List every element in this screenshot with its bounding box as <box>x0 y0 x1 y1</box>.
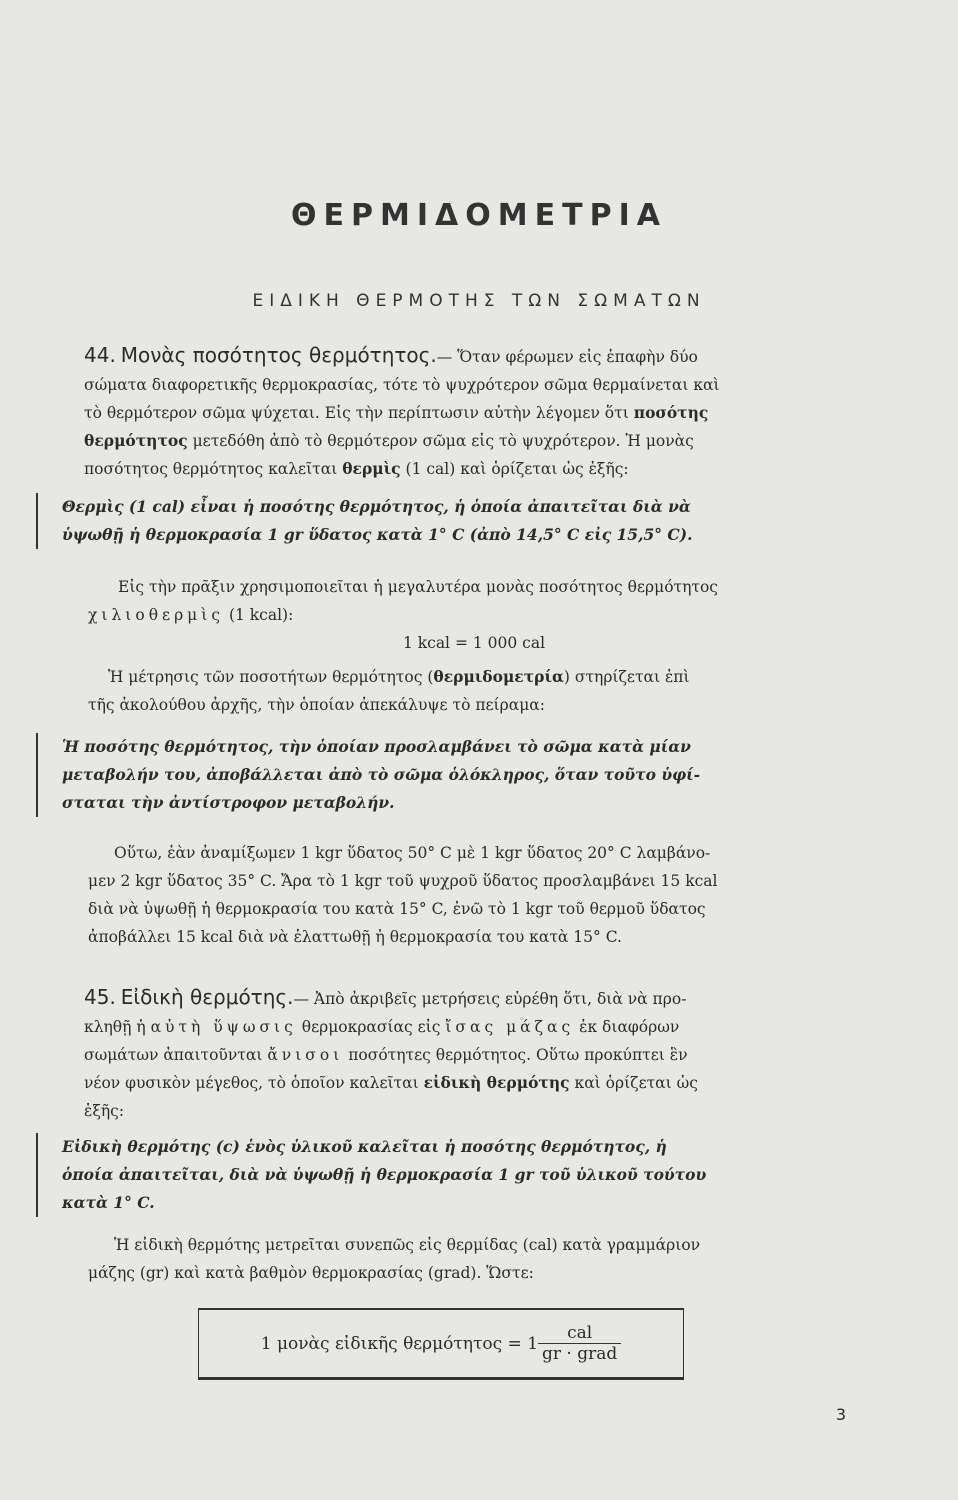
formula-fraction <box>538 1323 621 1364</box>
section-heading: Μονὰς ποσότητος θερμότητος. <box>120 343 437 367</box>
formula-numerator: cal <box>538 1323 621 1344</box>
kcal-equation: 1 kcal = 1 000 cal <box>402 634 546 652</box>
paragraph-calorimetry: Ἡ μέτρησις τῶν ποσοτήτων θερμότητος (θερμιδομετρία) στηρίζεται ἐπὶ τῆς ἀκολούθου ἀρχῆς, τὴν ὁποίαν ἀπεκάλυψε τὸ πείραμα: <box>88 667 690 714</box>
paragraph-example: Οὕτω, ἐὰν ἀναμίξωμεν 1 kgr ὕδατος 50° C μὲ 1 kgr ὕδατος 20° C λαμβάνο- μεν 2 kgr ὕδατος 35° C. Ἄρα τὸ 1 kgr τοῦ ψυχροῦ ὕδατος προσλαμβάνει 15 kcal διὰ νὰ ὑψωθῇ ἡ θερμοκρασία του κατὰ 15° C, ἐνῶ τὸ 1 kgr τοῦ θερμοῦ ὕδατος ἀποβάλλει 15 kcal διὰ νὰ ἐλαττωθῇ ἡ θερμοκρασία του κατὰ 15° C. <box>88 844 718 946</box>
page-title: ΘΕΡΜΙΔΟΜΕΤΡΙΑ <box>291 198 667 233</box>
section-number: 45. <box>84 985 116 1009</box>
formula-box <box>198 1308 684 1380</box>
section-number: 44. <box>84 343 116 367</box>
formula-lhs: 1 μονὰς εἰδικῆς θερμότητος = 1 <box>260 1333 539 1354</box>
page-number: 3 <box>835 1405 846 1424</box>
section-45: 45. Εἰδικὴ θερμότης.— Ἀπὸ ἀκριβεῖς μετρήσεις εὑρέθη ὅτι, διὰ νὰ προ- κληθῇ ἡ αὐτὴ ὕψωσις θερμοκρασίας εἰς ἴσας μάζας ἐκ διαφόρων σωμάτων ἀπαιτοῦνται ἄνισοι ποσότητες θερμότητος. Οὕτω προκύπτει ἓν νέον φυσικὸν μέγεθος, τὸ ὁποῖον καλεῖται εἰδικὴ θερμότης καὶ ὁρίζεται ὡς ἑξῆς: <box>84 985 698 1120</box>
formula-denominator: gr · grad <box>542 1344 618 1364</box>
definition-calorie: Θερμὶς (1 cal) εἶναι ἡ ποσότης θερμότητος, ἡ ὁποία ἀπαιτεῖται διὰ νὰ ὑψωθῇ ἡ θερμοκρασία 1 gr ὕδατος κατὰ 1° C (ἀπὸ 14,5° C εἰς 15,5° C). <box>36 493 902 549</box>
section-44: 44. Μονὰς ποσότητος θερμότητος.— Ὅταν φέρωμεν εἰς ἐπαφὴν δύο σώματα διαφορετικῆς θερμοκρασίας, τότε τὸ ψυχρότερον σῶμα θερμαίνεται καὶ τὸ θερμότερον σῶμα ψύχεται. Εἰς τὴν περίπτωσιν αὐτὴν λέγομεν ὅτι ποσότης θερμότητος μετεδόθη ἀπὸ τὸ θερμότερον σῶμα εἰς τὸ ψυχρότερον. Ἡ μονὰς ποσότητος θερμότητος καλεῖται θερμὶς (1 cal) καὶ ὁρίζεται ὡς ἑξῆς: <box>84 343 720 478</box>
section-heading: Εἰδικὴ θερμότης. <box>120 985 294 1009</box>
paragraph-kcal: Εἰς τὴν πρᾶξιν χρησιμοποιεῖται ἡ μεγαλυτέρα μονὰς ποσότητος θερμότητος χιλιοθερμὶς (1 kcal): 1 kcal = 1 000 cal <box>88 573 860 657</box>
definition-specific-heat: Εἰδικὴ θερμότης (c) ἑνὸς ὑλικοῦ καλεῖται ἡ ποσότης θερμότητος, ἡ ὁποία ἀπαιτεῖται, διὰ νὰ ὑψωθῇ ἡ θερμοκρασία 1 gr τοῦ ὑλικοῦ τούτου κατὰ 1° C. <box>36 1133 902 1217</box>
paragraph-units: Ἡ εἰδικὴ θερμότης μετρεῖται συνεπῶς εἰς θερμίδας (cal) κατὰ γραμμάριον μάζης (gr) καὶ κατὰ βαθμὸν θερμοκρασίας (grad). Ὥστε: <box>88 1236 701 1282</box>
definition-principle: Ἡ ποσότης θερμότητος, τὴν ὁποίαν προσλαμβάνει τὸ σῶμα κατὰ μίαν μεταβολήν του, ἀποβάλλεται ἀπὸ τὸ σῶμα ὁλόκληρος, ὅταν τοῦτο ὑφί- σταται τὴν ἀντίστροφον μεταβολήν. <box>36 733 902 817</box>
chapter-subtitle: ΕΙΔΙΚΗ ΘΕΡΜΟΤΗΣ ΤΩΝ ΣΩΜΑΤΩΝ <box>252 291 706 311</box>
